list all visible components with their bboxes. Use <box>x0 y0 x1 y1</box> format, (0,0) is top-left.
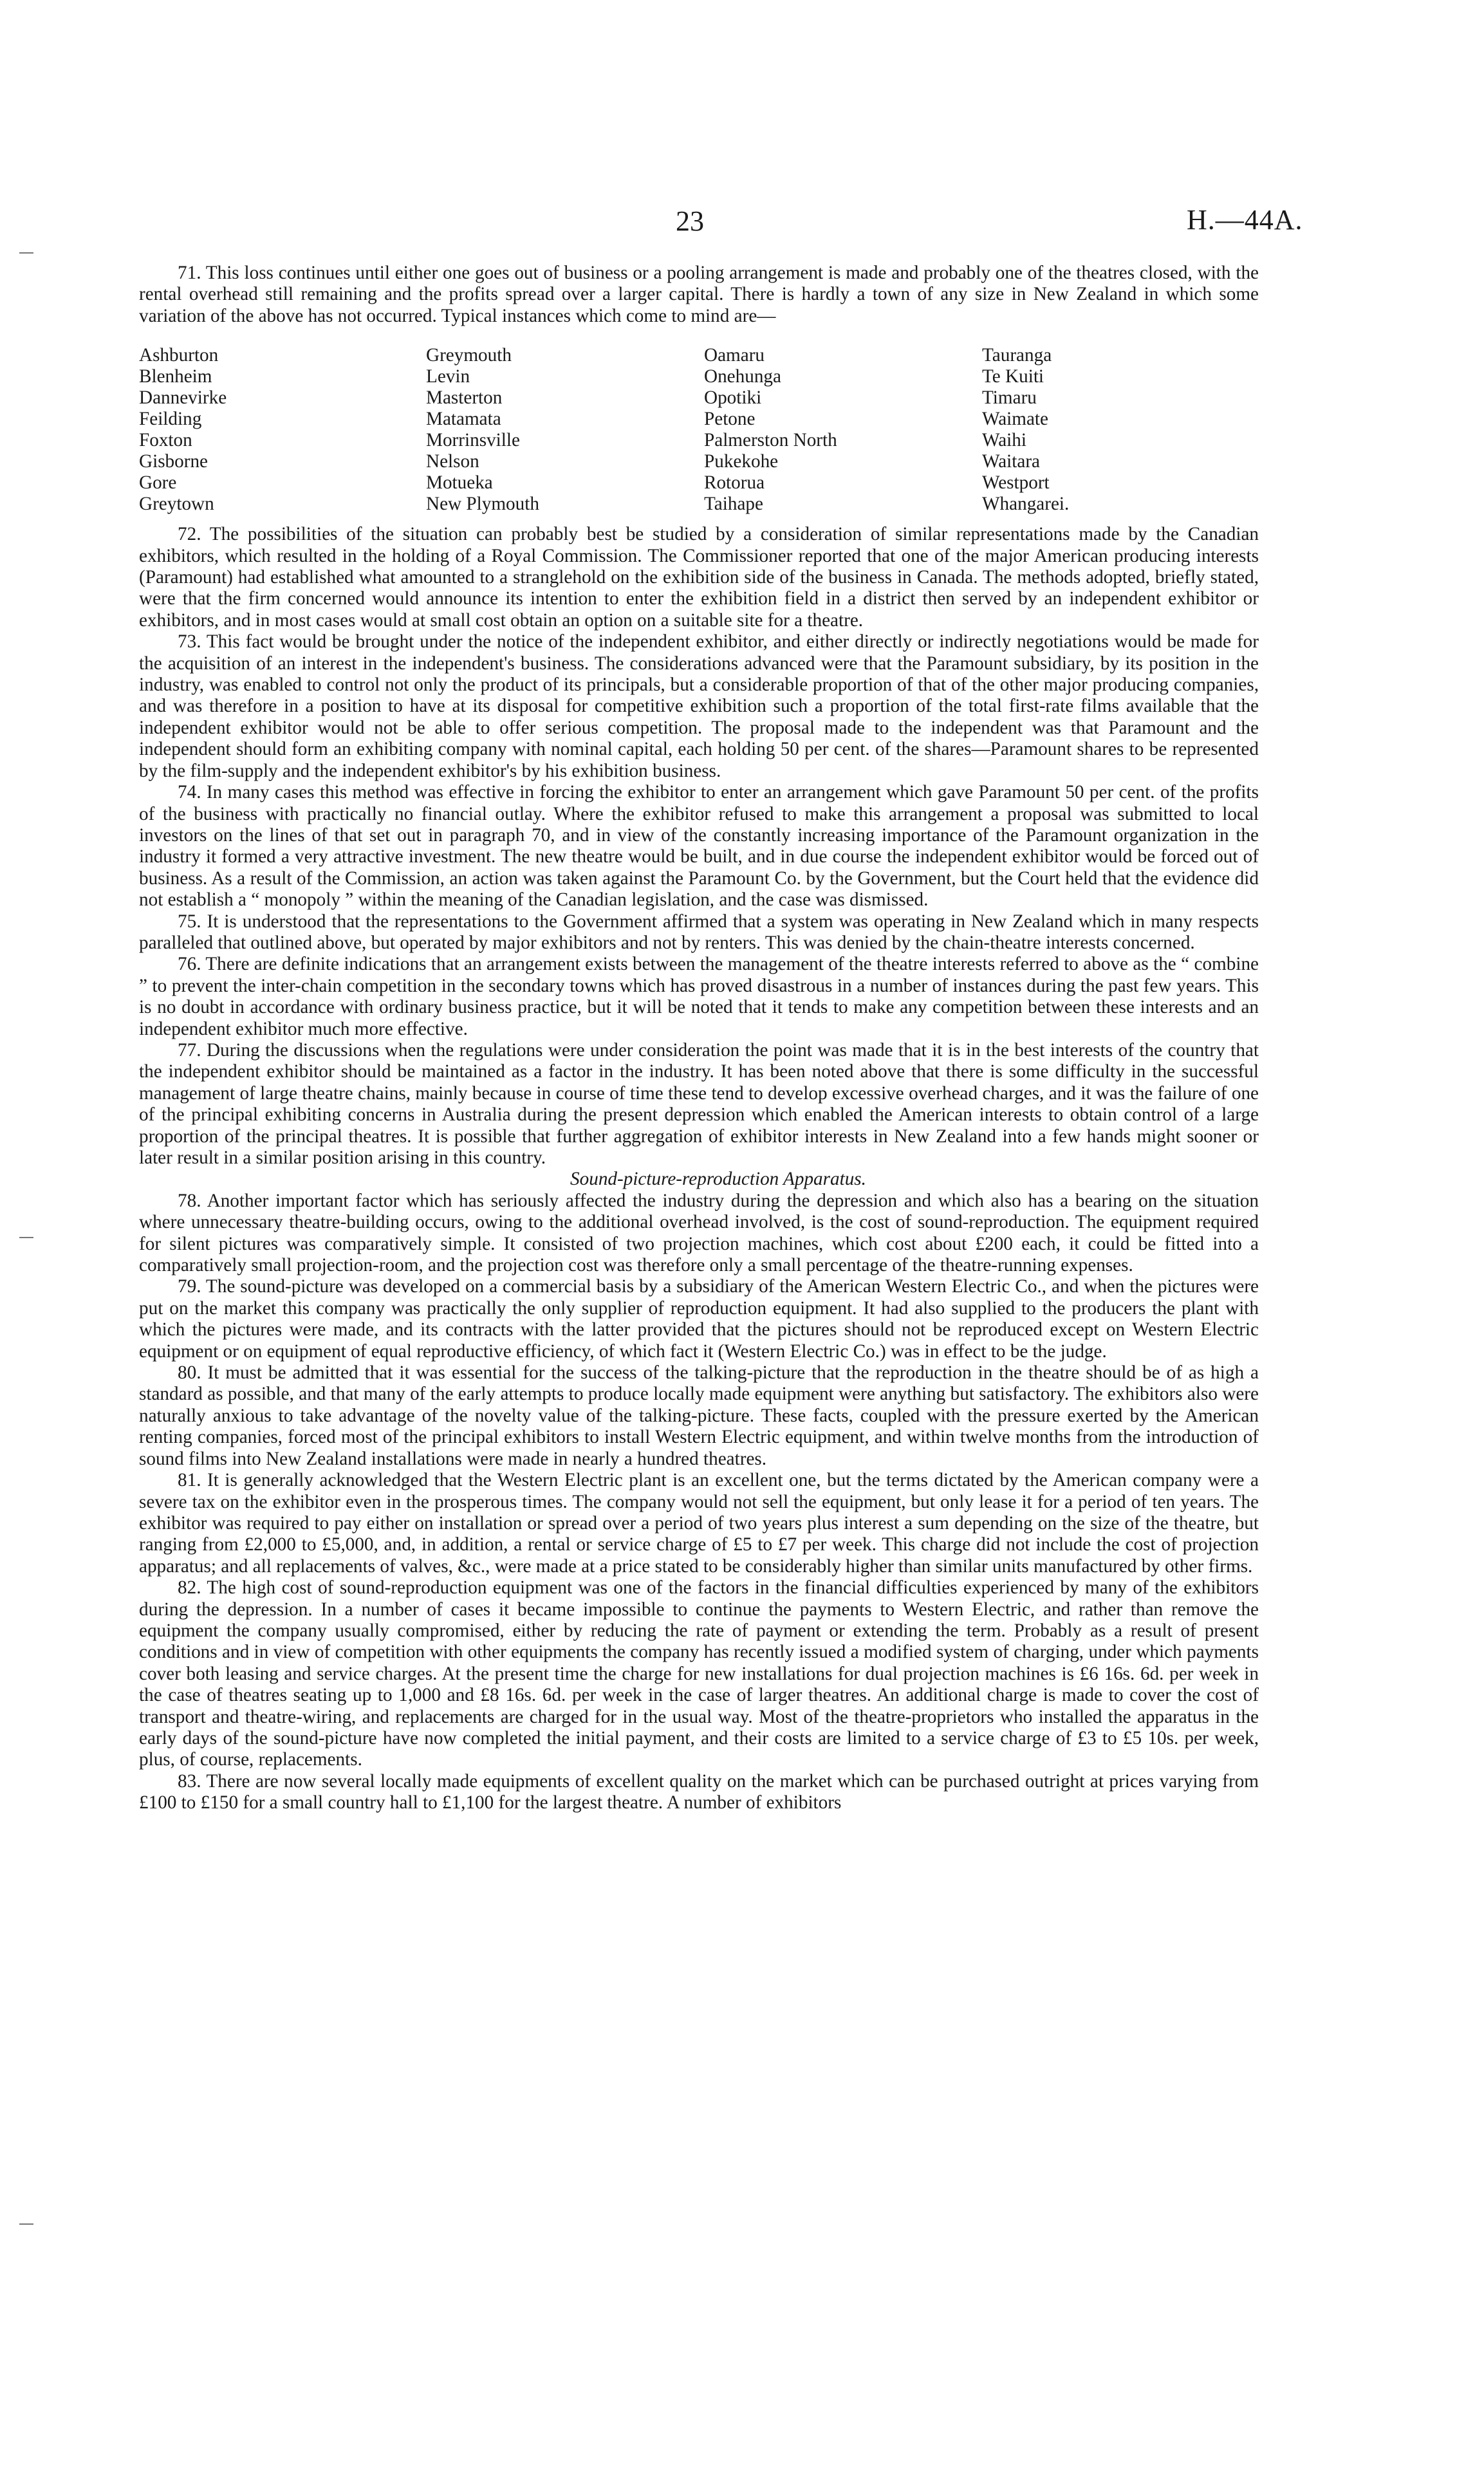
paragraph-77: 77. During the discussions when the regulations were under consideration the point was made that it is in the best interests of the country that the independent exhibitor should be maintained as a factor in the industry. It has been noted above that there is some difficulty in the successful management of large theatre chains, mainly because in course of time these tend to develop excessive overhead charges, and it was the failure of one of the principal exhibiting concerns in Australia during the present depression which enabled the American interests to obtain control of a large proportion of the principal theatres. It is possible that further aggregation of exhibitor interests in New Zealand into a few hands might sooner or later result in a similar position arising in this country. <box>139 1039 1259 1168</box>
paragraph-78: 78. Another important factor which has seriously affected the industry during the depression and which also has a bearing on the situation where unnecessary theatre-building occurs, owing to the additional overhead involved, is the cost of sound-reproduction. The equipment required for silent pictures was comparatively simple. It consisted of two projection machines, which cost about £200 each, it could be fitted into a comparatively small projection-room, and the projection cost was therefore only a small percentage of the theatre-running expenses. <box>139 1190 1259 1276</box>
town-name: Whangarei. <box>982 494 1070 515</box>
paragraph-76: 76. There are definite indications that an arrangement exists between the management of the theatre interests referred to above as the “ combine ” to prevent the inter-chain competition in the secondary towns which has proved disastrous in a number of instances during the past few years. This is no doubt in accordance with ordinary business practice, but it will be noted that it tends to make any competition between these interests and an independent exhibitor much more effective. <box>139 954 1259 1039</box>
margin-mark <box>19 1237 33 1238</box>
town-column-1 <box>139 345 426 515</box>
town-name: Westport <box>982 472 1050 494</box>
town-name: Te Kuiti <box>982 366 1044 387</box>
town-name: Tauranga <box>982 345 1052 366</box>
town-name: Oamaru <box>704 345 765 366</box>
town-name: Blenheim <box>139 366 212 387</box>
town-name: Petone <box>704 409 756 430</box>
town-name: Feilding <box>139 409 202 430</box>
paragraph-74: 74. In many cases this method was effective in forcing the exhibitor to enter an arrangement which gave Paramount 50 per cent. of the profits of the business with practically no financial outlay. Where the exhibitor refused to make this arrangement a proposal was submitted to local investors on the lines of that set out in paragraph 70, and in view of the constantly increasing importance of the Paramount organization in the industry it formed a very attractive investment. The new theatre would be built, and in due course the independent exhibitor would be forced out of business. As a result of the Commission, an action was taken against the Paramount Co. by the Government, but the Court held that the evidence did not establish a “ monopoly ” within the meaning of the Canadian legislation, and the case was dismissed. <box>139 782 1259 911</box>
paragraph-80: 80. It must be admitted that it was essential for the success of the talking-picture that the reproduction in the theatre should be of as high a standard as possible, and that many of the early attempts to produce locally made equipment were anything but satisfactory. The exhibitors also were naturally anxious to take advantage of the novelty value of the talking-picture. These facts, coupled with the pressure exerted by the American renting companies, forced most of the principal exhibitors to install Western Electric equipment, and within twelve months from the introduction of sound films into New Zealand installations were made in nearly a hundred theatres. <box>139 1362 1259 1469</box>
town-name: Palmerston North <box>704 430 837 451</box>
town-name: Masterton <box>426 387 503 409</box>
town-column-2 <box>426 345 704 515</box>
town-name: Motueka <box>426 472 493 494</box>
town-name: Timaru <box>982 387 1037 409</box>
town-name: Nelson <box>426 451 479 472</box>
town-name: Greymouth <box>426 345 512 366</box>
town-name: Levin <box>426 366 470 387</box>
town-name: New Plymouth <box>426 494 539 515</box>
town-name: Taihape <box>704 494 763 515</box>
town-name: Gore <box>139 472 177 494</box>
town-name: Gisborne <box>139 451 209 472</box>
margin-mark <box>19 252 33 254</box>
section-heading: Sound-picture-reproduction Apparatus. <box>570 1169 866 1190</box>
town-name: Opotiki <box>704 387 762 409</box>
body-text <box>139 263 1259 1814</box>
town-name: Onehunga <box>704 366 781 387</box>
town-name: Rotorua <box>704 472 765 494</box>
town-name: Dannevirke <box>139 387 227 409</box>
town-column-3 <box>704 345 982 515</box>
town-name: Foxton <box>139 430 192 451</box>
town-column-4 <box>982 345 1259 515</box>
paragraph-79: 79. The sound-picture was developed on a commercial basis by a subsidiary of the American Western Electric Co., and when the pictures were put on the market this company was practically the only supplier of reproduction equipment. It had also supplied to the producers the plant with which the pictures were made, and its contracts with the latter provided that the pictures should not be reproduced except on Western Electric equipment or on equipment of equal reproductive efficiency, of which fact it (Western Electric Co.) was in effect to be the judge. <box>139 1276 1259 1362</box>
town-name: Waimate <box>982 409 1048 430</box>
town-name: Morrinsville <box>426 430 520 451</box>
paragraph-82: 82. The high cost of sound-reproduction equipment was one of the factors in the financial difficulties experienced by many of the exhibitors during the depression. In a number of cases it became impossible to continue the payments to Western Electric, and rather than remove the equipment the company usually compromised, either by reducing the rate of payment or extending the term. Probably as a result of present conditions and in view of competition with other equipments the company has recently issued a modified system of charging, under which payments cover both leasing and service charges. At the present time the charge for new installations for dual projection machines is £6 16s. 6d. per week in the case of theatres seating up to 1,000 and £8 16s. 6d. per week in the case of larger theatres. An additional charge is made to cover the cost of transport and theatre-wiring, and replacements are charged for in the usual way. Most of the theatre-proprietors who installed the apparatus in the early days of the sound-picture have now completed the initial payment, and their costs are limited to a service charge of £3 to £5 10s. per week, plus, of course, replacements. <box>139 1577 1259 1770</box>
town-name: Waihi <box>982 430 1026 451</box>
town-name: Matamata <box>426 409 501 430</box>
paragraph-83: 83. There are now several locally made equipments of excellent quality on the market which can be purchased outright at prices varying from £100 to £150 for a small country hall to £1,100 for the largest theatre. A number of exhibitors <box>139 1770 1259 1814</box>
paragraph-73: 73. This fact would be brought under the notice of the independent exhibitor, and either directly or indirectly negotiations would be made for the acquisition of an interest in the independent's business. The considerations advanced were that the Paramount subsidiary, by its position in the industry, was enabled to control not only the product of its principals, but a considerable proportion of that of the other major producing companies, and was therefore in a position to have at its disposal for competitive exhibition such a proportion of the total first-rate films available that the independent exhibitor would not be able to offer serious competition. The proposal made to the independent was that Paramount and the independent should form an exhibiting company with nominal capital, each holding 50 per cent. of the shares—Paramount shares to be represented by the film-supply and the independent exhibitor's by his exhibition business. <box>139 631 1259 781</box>
town-name: Ashburton <box>139 345 219 366</box>
page-number: 23 <box>676 205 704 237</box>
town-name: Waitara <box>982 451 1041 472</box>
paragraph-71: 71. This loss continues until either one goes out of business or a pooling arrangement is made and probably one of the theatres closed, with the rental overhead still remaining and the profits spread over a larger capital. There is hardly a town of any size in New Zealand in which some variation of the above has not occurred. Typical instances which come to mind are— <box>139 263 1259 326</box>
margin-mark <box>19 2223 33 2225</box>
paragraph-72: 72. The possibilities of the situation can probably best be studied by a consideration of similar representations made by the Canadian exhibitors, which resulted in the holding of a Royal Commission. The Commissioner reported that one of the major American producing interests (Paramount) had established what amounted to a stranglehold on the exhibition side of the business in Canada. The methods adopted, briefly stated, were that the firm concerned would announce its intention to enter the exhibition field in a district then served by an independent exhibitor or exhibitors, and in most cases would at small cost obtain an option on a suitable site for a theatre. <box>139 524 1259 631</box>
town-name: Greytown <box>139 494 214 515</box>
town-list <box>139 345 1259 515</box>
document-reference: H.—44A. <box>1187 204 1303 236</box>
town-name: Pukekohe <box>704 451 779 472</box>
paragraph-75: 75. It is understood that the representations to the Government affirmed that a system was operating in New Zealand which in many respects paralleled that outlined above, but operated by major exhibitors and not by renters. This was denied by the chain-theatre interests concerned. <box>139 911 1259 953</box>
paragraph-81: 81. It is generally acknowledged that the Western Electric plant is an excellent one, but the terms dictated by the American company were a severe tax on the exhibitor even in the prosperous times. The company would not sell the equipment, but only lease it for a period of ten years. The exhibitor was required to pay either on installation or spread over a period of two years plus interest a sum depending on the size of the theatre, but ranging from £2,000 to £5,000, and, in addition, a rental or service charge of £5 to £7 per week. This charge did not include the cost of projection apparatus; and all replacements of valves, &c., were made at a price stated to be considerably higher than similar units manufactured by other firms. <box>139 1470 1259 1577</box>
